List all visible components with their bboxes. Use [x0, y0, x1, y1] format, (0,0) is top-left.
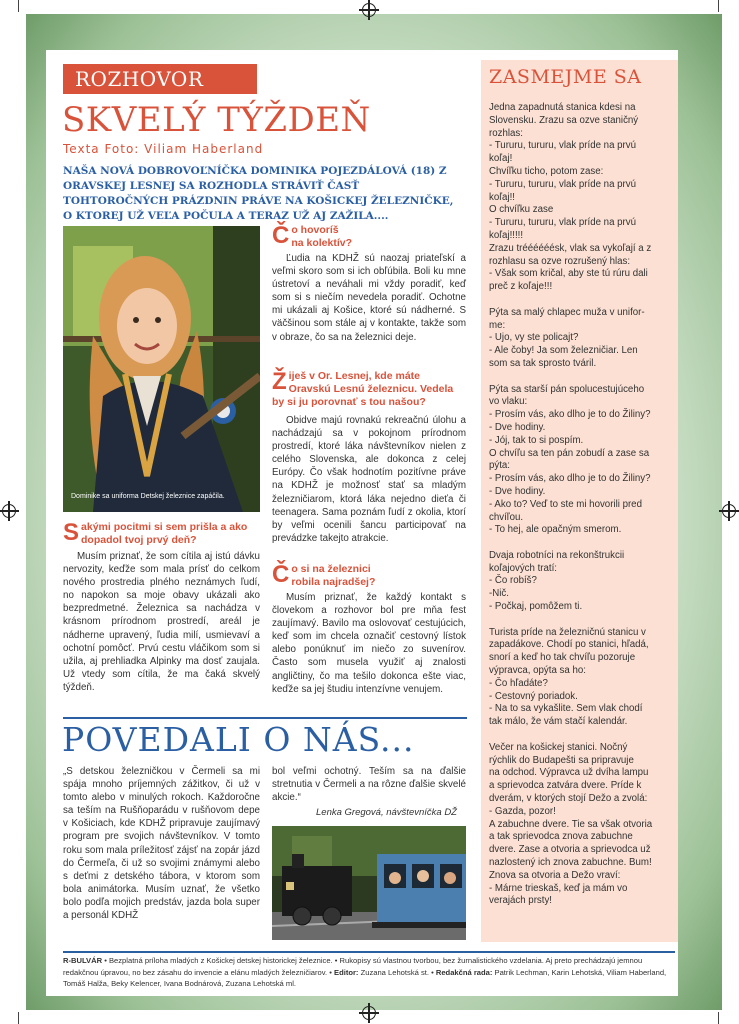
joke-line: koľaj! [489, 153, 513, 165]
drop-cap: S [63, 519, 80, 546]
footer-board-label: Redakčná rada: [435, 967, 493, 977]
section-divider [63, 717, 467, 719]
joke-line: Pýta sa malý chlapec muža v unifor- [489, 306, 645, 318]
joke-line: koľajových tratí: [489, 562, 557, 574]
joke-line: - Dve hodiny. [489, 421, 546, 433]
joke-line: Zrazu tréééééésk, vlak sa vykoľají a z [489, 242, 652, 254]
interview-question [272, 563, 462, 589]
joke-line: Slovensku. Zrazu sa ozve staničný [489, 114, 639, 126]
interview-question [63, 521, 260, 547]
joke-line: - Prosím vás, ako dlho je to do Žiliny? [489, 409, 651, 421]
footer-divider [63, 951, 675, 953]
drop-cap: Č [272, 222, 290, 249]
registration-mark-right [722, 504, 736, 518]
joke-separator [489, 729, 675, 742]
lead-paragraph: NAŠA NOVÁ DOBROVOĽNÍČKA DOMINIKA POJEZDÁLOVÁ (18) Z ORAVSKEJ LESNEJ SA ROZHODLA STRÁVIŤ ČASŤ TOHTOROČNÝCH PRÁZDNIN PRÁVE NA KOŠICKEJ ŽELEZNIČKE, O KTOREJ UŽ VEĽA POČULA A TERAZ UŽ AJ ZAŽILA.... [63, 165, 454, 222]
byline: Texta Foto: Viliam Haberland [63, 142, 264, 156]
interview-photo [63, 226, 260, 512]
joke-line: rýchlik do Budapešti sa pripravuje [489, 754, 634, 766]
sidebar-title: ZASMEJME SA [489, 66, 642, 88]
footer-imprint [63, 955, 675, 990]
interview-answer [272, 591, 466, 696]
train-photo [272, 826, 466, 940]
question-line: na kolektív? [291, 237, 353, 249]
crop-mark [718, 0, 719, 12]
joke-line: O chvíľu sa ten pán zobudí a zase sa [489, 447, 650, 459]
joke-line: Dvaja robotníci na rekonštrukcii [489, 549, 625, 561]
joke-line: - To hej, ale opačným smerom. [489, 524, 622, 536]
joke-line: dverám, v ktorých stojí Dežo a zvolá: [489, 793, 648, 805]
joke-separator [489, 614, 675, 627]
interview-question [272, 370, 466, 409]
drop-cap: Ž [272, 368, 287, 395]
joke-line: - Tururu, tururu, vlak príde na prvú [489, 178, 636, 190]
joke-line: Pýta sa starší pán spolucestujúceho [489, 383, 645, 395]
quote-author: Lenka Gregová, návštevníčka DŽ [316, 807, 457, 818]
joke-line: - Na to sa vykašlite. Sem vlak chodí [489, 703, 643, 715]
joke-line: O chvíľku zase [489, 204, 554, 216]
joke-line: Chvíľku ticho, potom zase: [489, 165, 604, 177]
joke-line: Jedna zapadnutá stanica kdesi na [489, 102, 636, 113]
joke-line: - Jój, tak to si pospím. [489, 434, 584, 446]
girl-in-uniform-image [63, 226, 260, 512]
section-tag: ROZHOVOR [63, 64, 257, 94]
joke-line: rozhlas: [489, 127, 523, 139]
joke-line: - Čo hľadáte? [489, 677, 548, 689]
crop-mark [718, 1012, 719, 1024]
article-title: SKVELÝ TÝŽDEŇ [62, 100, 371, 140]
question-line: by si ju porovnať s tou našou? [272, 396, 426, 408]
question-line: akými pocitmi si sem prišla a ako [81, 521, 248, 533]
interview-answer [272, 414, 466, 545]
joke-separator [489, 294, 675, 307]
joke-separator [489, 371, 675, 384]
joke-separator [489, 537, 675, 550]
joke-line: a sprievodca zatvára dvere. Príde k [489, 780, 642, 792]
joke-line: Turista príde na železničnú stanicu v [489, 626, 646, 638]
registration-mark-top [362, 3, 376, 17]
quote-text: „S detskou železničkou v Čermeli sa mi spája mnoho príjemných zážitkov, či už v tomto alebo v minulých rokoch. Každoročne sa teším na Rušňoparádu v rušňovom depe v Košiciach, kde KDHŽ pripravuje zaujímavý program pre svojich návštevníkov. V tomto roku som mala príležitosť zájsť na zopár jázd do Čermeľa, či už so svojimi známymi alebo s deťmi z detského tábora, v ktorom som bola animátorka. Musím uznať, že všetko bolo podľa mojich predstáv, jazda bola super a personál KDHŽ [63, 766, 260, 922]
crop-mark [18, 1012, 19, 1024]
joke-line: Večer na košickej stanici. Nočný [489, 741, 628, 753]
answer-paragraph: Musím priznať, že každý kontakt s človekom a rozhovor bol pre mňa fest zaujímavý. Bavilo ma oslovovať cestujúcich, keď som im chcela označiť cestovný lístok alebo ponúknuť im niečo zo suvenírov. Často som musela využiť aj znalosti angličtiny, čo ma tešilo dokonca ešte viac, keďže sa jej študiu intenzívne venujem. [272, 592, 466, 695]
interview-answer [63, 550, 260, 694]
joke-line: vo vlaku: [489, 396, 528, 408]
question-line: robila najradšej? [291, 576, 376, 588]
joke-line: - Prosím vás, ako dlho je to do Žiliny? [489, 473, 651, 485]
registration-mark-left [2, 504, 16, 518]
question-line: iješ v Or. Lesnej, kde máte [288, 370, 420, 382]
interview-answer [272, 252, 466, 344]
joke-line: výpravca, opýta sa ho: [489, 665, 586, 677]
joke-line: verajách prsty! [489, 895, 552, 907]
answer-paragraph: Ľudia na KDHŽ sú naozaj priateľskí a veľmi skoro som si ich obľúbila. Boli ku mne ústretoví a neváhali mi vždy poradiť, keď som si s niečím nevedela poradiť. Ochotne mi ukázali aj Košice, ktoré sú nádherné. S väčšinou som stále aj v kontakte, takže som v obraze, čo sa na železnici deje. [272, 253, 466, 343]
joke-line: rozhlasu sa ozve rozrušený hlas: [489, 255, 631, 267]
answer-paragraph: Obidve majú rovnakú rekreačnú úlohu a nachádzajú sa v pokojnom prírodnom prostredí, ktoré láka návštevníkov nielen z celého Slovenska, ale dokonca z celej Európy. Čo však hodnotím pozitívne práve na KDHŽ je možnosť stať sa mladým železničiarom, ktorá láka nejedno dieťa či teenagera. Sama poznám ľudí z okolia, ktorí by veľmi ocenili šancu participovať na prevádzke takejto atrakcie. [272, 415, 466, 544]
answer-paragraph: Musím priznať, že som cítila aj istú dávku nervozity, keďže som mala prísť do celkom nového prostredia plného neznámych ľudí, no napokon sa moje obavy ukázali ako bezpredmetné. Železnica sa nachádza v krásnom prírodnom prostredí, areál je nádherne upravený, ľudia milí, usmievaví a ochotní pomôcť. Prvú cestu vláčikom som si užila, aj prehliadka Alpinky ma dosť zaujala. Už vtedy som cítila, že ma čaká skvelý týždeň. [63, 551, 260, 693]
joke-line: - Dve hodiny. [489, 485, 546, 497]
joke-line: - Márne trieskaš, keď ja mám vo [489, 882, 628, 894]
joke-line: - Počkaj, pomôžem ti. [489, 601, 583, 613]
joke-line: - Však som kričal, aby ste tú rúru dali [489, 268, 648, 280]
joke-line: dvere. Zase a otvoria a sprievodca už [489, 844, 651, 856]
drop-cap: Č [272, 561, 290, 588]
crop-mark [18, 0, 19, 12]
joke-line: nazlostený ich znova zabuchne. Bum! [489, 857, 652, 869]
question-line: o hovoríš [291, 224, 339, 236]
joke-line: - Tururu, tururu, vlak príde na prvú [489, 217, 636, 229]
joke-line: - Cestovný poriadok. [489, 690, 578, 702]
joke-line: na odchod. Výpravca už dvíha lampu [489, 767, 649, 779]
joke-line: - Čo robíš? [489, 575, 537, 587]
quote-part-2 [272, 765, 466, 805]
joke-line: - Ujo, vy ste policajt? [489, 332, 579, 344]
footer-editor: Zuzana Lehotská st. • [358, 967, 436, 977]
joke-line: chvíľou. [489, 511, 524, 523]
question-line: o si na železnici [291, 563, 371, 575]
footer-board: Patrik Lechman, Karin Lehotská, Viliam Haberland, Tomáš Halža, Beky Kelencer, Ivana Bodnárová, Zuzana Lehotská ml. [63, 967, 667, 989]
quote-text-continued: bol veľmi ochotný. Teším sa na ďalšie stretnutia v Čermeli a na rôzne ďalšie skvelé akcie.“ [272, 766, 466, 804]
joke-line: pýta: [489, 460, 511, 472]
joke-line: koľaj!!!!! [489, 229, 524, 241]
section-title-povedali: POVEDALI O NÁS... [62, 720, 415, 759]
joke-line: zapadákove. Chodí po stanici, hľadá, [489, 639, 649, 651]
photo-caption: Dominike sa uniforma Detskej železnice zapáčila. [71, 493, 225, 500]
joke-line: - Gazda, pozor! [489, 805, 556, 817]
joke-line: me: [489, 319, 506, 331]
joke-line: preč z koľaje!!! [489, 281, 553, 293]
registration-mark-bottom [362, 1006, 376, 1020]
joke-line: som sa tak sprosto tváril. [489, 357, 597, 369]
footer-text: • Bezplatná príloha mladých z Košickej detskej historickej železnice. • Rukopisy sú vlastnou tvorbou, bez žurnalistického vzdelania. Aj preto prechádzajú jemnou redakčnou úpravou, no bez zásahu do invencie a elánu mladých železničiarov. • [63, 956, 643, 977]
joke-line: a tak sprievodca znova zabuchne [489, 831, 633, 843]
joke-line: - Ako to? Veď to ste mi hovorili pred [489, 498, 642, 510]
joke-line: - Tururu, tururu, vlak príde na prvú [489, 140, 636, 152]
joke-line: koľaj!! [489, 191, 515, 203]
joke-line: tak málo, že vám stačí kalendár. [489, 716, 628, 728]
question-line: dopadol tvoj prvý deň? [81, 534, 197, 546]
quote-part-1 [63, 765, 260, 945]
joke-line: -Nič. [489, 588, 509, 600]
joke-line: A zabuchne dvere. Tie sa však otvoria [489, 818, 653, 830]
question-line: Oravskú Lesnú železnicu. Vedela [288, 383, 454, 395]
joke-line: Znova sa otvoria a Dežo vraví: [489, 869, 621, 881]
jokes-text [489, 102, 675, 908]
joke-line: snorí a keď ho tak chvíľu pozoruje [489, 652, 636, 664]
steam-train-image [272, 826, 466, 940]
interview-question [272, 224, 462, 250]
joke-line: - Ale čoby! Ja som železničiar. Len [489, 345, 638, 357]
footer-label: R-BULVÁR [63, 956, 103, 965]
footer-editor-label: Editor: [334, 967, 359, 977]
